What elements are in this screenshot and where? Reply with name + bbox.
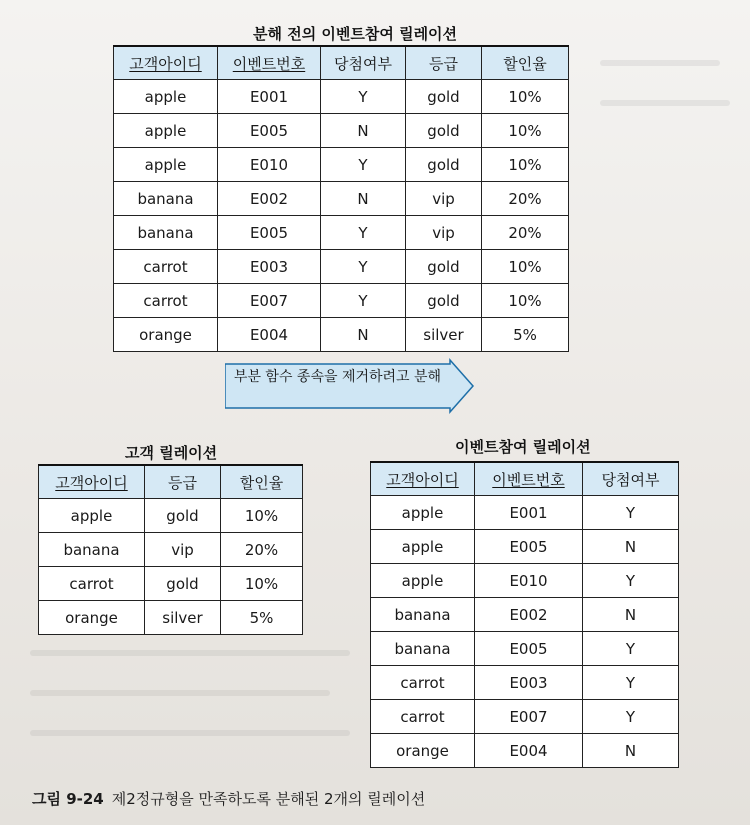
table-cell: 10% <box>482 148 569 182</box>
column-header-customer-id: 고객아이디 <box>371 462 475 496</box>
table-cell: banana <box>371 632 475 666</box>
table-row <box>39 533 303 567</box>
customer-relation-table <box>38 464 303 635</box>
table-header-row <box>39 465 303 499</box>
table-cell: carrot <box>114 284 218 318</box>
table-cell: 20% <box>221 533 303 567</box>
table-cell: gold <box>145 567 221 601</box>
table-row <box>39 567 303 601</box>
table-cell: E007 <box>475 700 583 734</box>
figure-number: 그림 9-24 <box>32 790 104 808</box>
column-header-customer-id: 고객아이디 <box>114 46 218 80</box>
table-cell: 10% <box>482 80 569 114</box>
table-cell: banana <box>39 533 145 567</box>
table-row <box>114 148 569 182</box>
table-cell: 5% <box>221 601 303 635</box>
table-cell: N <box>321 182 406 216</box>
table-cell: vip <box>145 533 221 567</box>
table-cell: Y <box>583 700 679 734</box>
table-cell: Y <box>321 80 406 114</box>
arrow-label: 부분 함수 종속을 제거하려고 분해 <box>233 369 442 385</box>
table-cell: Y <box>321 148 406 182</box>
table-cell: 5% <box>482 318 569 352</box>
table-cell: vip <box>406 182 482 216</box>
table-row <box>39 499 303 533</box>
table-row <box>371 632 679 666</box>
table-row <box>39 601 303 635</box>
table-cell: banana <box>371 598 475 632</box>
original-relation-table <box>113 45 569 352</box>
table-cell: 10% <box>482 284 569 318</box>
table-row <box>114 250 569 284</box>
arrow-shape-icon <box>225 356 475 416</box>
column-header-discount: 할인율 <box>221 465 303 499</box>
table-header-row <box>114 46 569 80</box>
table-cell: Y <box>321 250 406 284</box>
column-header-event-no: 이벤트번호 <box>475 462 583 496</box>
table-cell: E001 <box>218 80 321 114</box>
table-cell: Y <box>321 216 406 250</box>
column-header-event-no: 이벤트번호 <box>218 46 321 80</box>
table-row <box>371 734 679 768</box>
table-cell: apple <box>371 530 475 564</box>
table-row <box>371 700 679 734</box>
background-bleed <box>30 690 330 696</box>
table-cell: gold <box>406 250 482 284</box>
table-row <box>371 530 679 564</box>
table-cell: apple <box>114 148 218 182</box>
table-cell: 20% <box>482 216 569 250</box>
column-header-customer-id: 고객아이디 <box>39 465 145 499</box>
table-row <box>114 114 569 148</box>
decomposition-arrow <box>225 356 475 416</box>
background-bleed <box>600 100 730 106</box>
table-cell: silver <box>406 318 482 352</box>
table-cell: carrot <box>371 700 475 734</box>
table-cell: orange <box>371 734 475 768</box>
table-row <box>371 598 679 632</box>
table-header-row <box>371 462 679 496</box>
column-header-win: 당첨여부 <box>583 462 679 496</box>
table-cell: E010 <box>475 564 583 598</box>
table-cell: orange <box>39 601 145 635</box>
table-row <box>114 182 569 216</box>
original-table-title: 분해 전의 이벤트참여 릴레이션 <box>253 25 458 43</box>
table-cell: Y <box>321 284 406 318</box>
table-row <box>114 80 569 114</box>
table-cell: orange <box>114 318 218 352</box>
table-cell: gold <box>406 148 482 182</box>
table-cell: silver <box>145 601 221 635</box>
table-cell: Y <box>583 666 679 700</box>
table-cell: E004 <box>475 734 583 768</box>
background-bleed <box>600 60 720 66</box>
table-cell: E005 <box>218 216 321 250</box>
table-cell: banana <box>114 182 218 216</box>
table-cell: E010 <box>218 148 321 182</box>
table-cell: E005 <box>475 530 583 564</box>
figure-caption <box>32 788 425 809</box>
table-cell: E001 <box>475 496 583 530</box>
table-row <box>371 564 679 598</box>
table-row <box>114 284 569 318</box>
event-relation-table <box>370 461 679 768</box>
event-table-title: 이벤트참여 릴레이션 <box>455 438 591 456</box>
table-cell: gold <box>406 114 482 148</box>
table-cell: vip <box>406 216 482 250</box>
table-cell: banana <box>114 216 218 250</box>
table-cell: carrot <box>39 567 145 601</box>
table-cell: apple <box>371 496 475 530</box>
figure-caption-text: 제2정규형을 만족하도록 분해된 2개의 릴레이션 <box>111 790 426 808</box>
customer-table-title: 고객 릴레이션 <box>125 444 218 462</box>
table-cell: E002 <box>475 598 583 632</box>
table-cell: E004 <box>218 318 321 352</box>
table-cell: N <box>583 530 679 564</box>
column-header-grade: 등급 <box>406 46 482 80</box>
table-row <box>371 666 679 700</box>
table-cell: E005 <box>218 114 321 148</box>
table-cell: 10% <box>482 250 569 284</box>
table-cell: carrot <box>371 666 475 700</box>
table-cell: Y <box>583 564 679 598</box>
table-cell: apple <box>114 114 218 148</box>
table-cell: E003 <box>218 250 321 284</box>
table-cell: N <box>583 598 679 632</box>
background-bleed <box>30 650 350 656</box>
column-header-grade: 등급 <box>145 465 221 499</box>
table-cell: gold <box>145 499 221 533</box>
table-cell: gold <box>406 284 482 318</box>
table-cell: Y <box>583 496 679 530</box>
background-bleed <box>30 730 350 736</box>
table-cell: E002 <box>218 182 321 216</box>
table-cell: apple <box>371 564 475 598</box>
table-cell: E007 <box>218 284 321 318</box>
table-cell: N <box>321 318 406 352</box>
table-row <box>114 216 569 250</box>
table-cell: 10% <box>482 114 569 148</box>
column-header-discount: 할인율 <box>482 46 569 80</box>
table-row <box>371 496 679 530</box>
table-cell: apple <box>39 499 145 533</box>
table-cell: N <box>583 734 679 768</box>
table-cell: 10% <box>221 567 303 601</box>
table-cell: carrot <box>114 250 218 284</box>
table-cell: Y <box>583 632 679 666</box>
table-cell: gold <box>406 80 482 114</box>
table-cell: N <box>321 114 406 148</box>
table-cell: E003 <box>475 666 583 700</box>
column-header-win: 당첨여부 <box>321 46 406 80</box>
table-cell: 10% <box>221 499 303 533</box>
table-cell: 20% <box>482 182 569 216</box>
table-row <box>114 318 569 352</box>
table-cell: E005 <box>475 632 583 666</box>
table-cell: apple <box>114 80 218 114</box>
